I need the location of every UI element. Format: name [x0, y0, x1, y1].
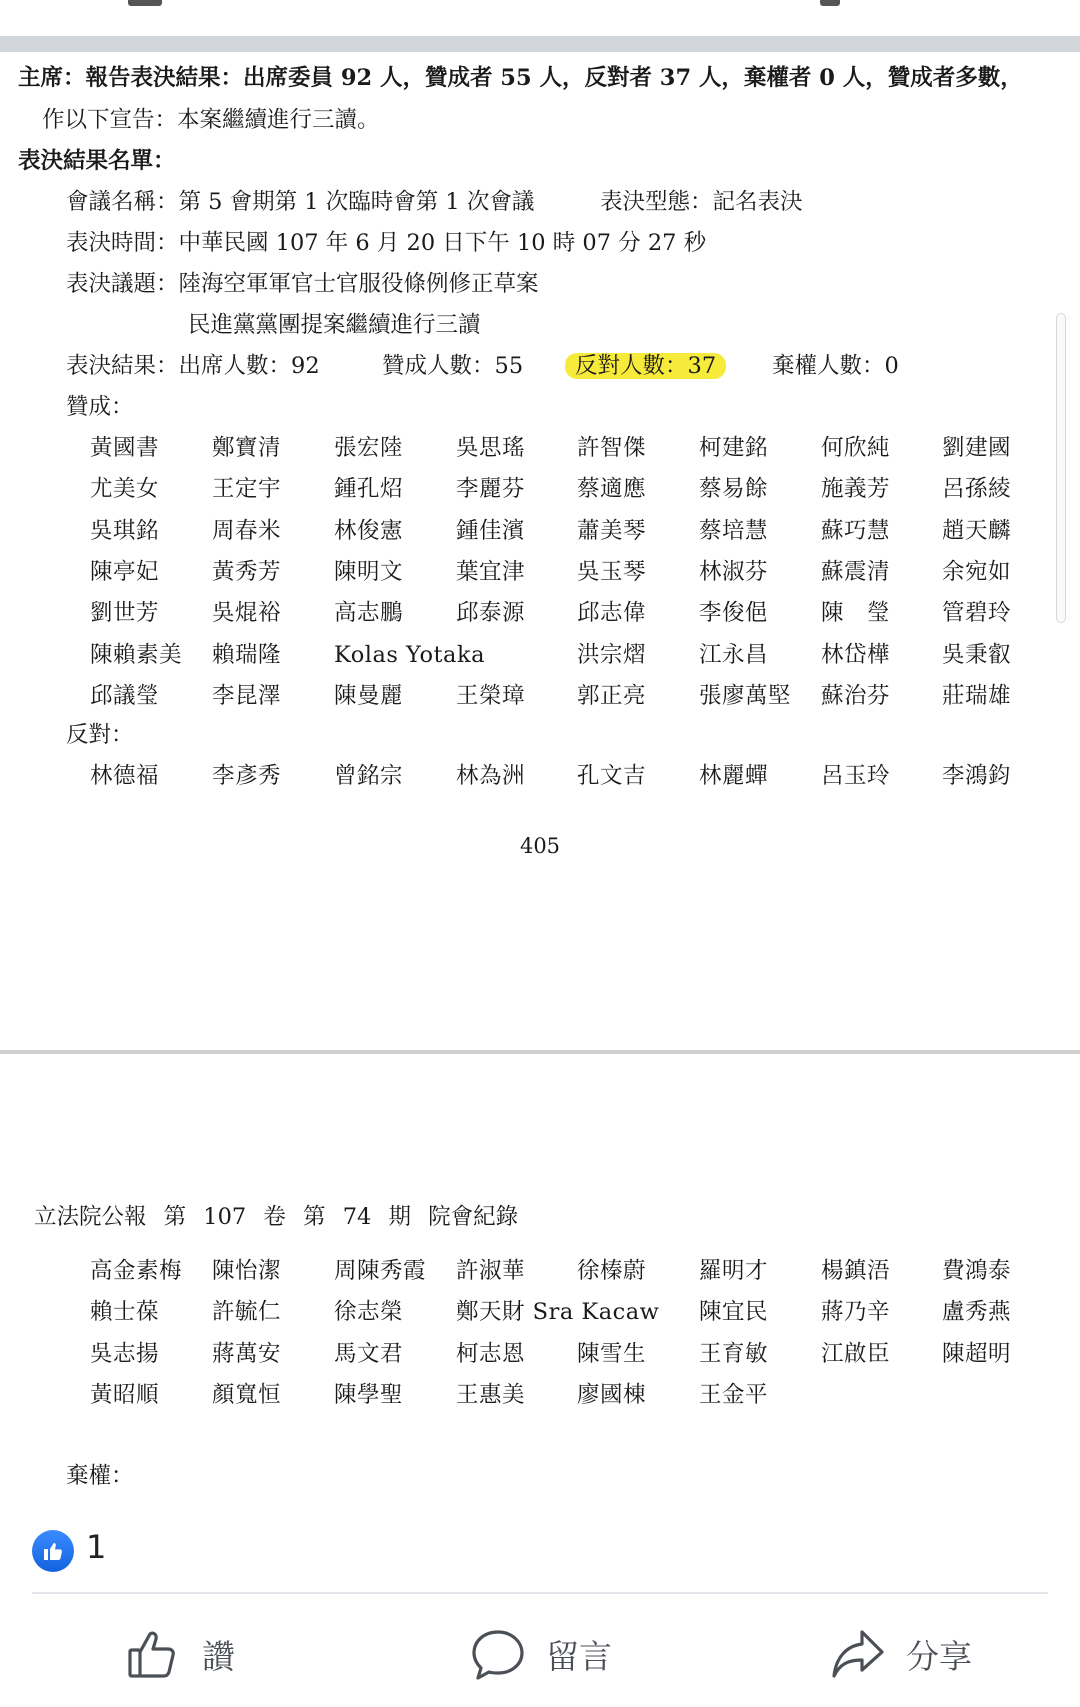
like-icon — [41, 1539, 65, 1563]
voter-name: 管碧玲 — [942, 600, 1012, 627]
voter-name: 蔡適應 — [577, 476, 647, 503]
like-count[interactable]: 1 — [86, 1528, 107, 1566]
voter-name: 蔣乃辛 — [821, 1299, 891, 1326]
voter-name: 林淑芬 — [699, 558, 769, 585]
voter-name: 洪宗熠 — [577, 641, 647, 668]
no-label: 反對： — [66, 722, 134, 748]
vote-topic-line2: 民進黨黨團提案繼續進行三讀 — [188, 312, 481, 338]
yes-count: 贊成人數：55 — [382, 353, 524, 379]
chair-announcement: 主席：報告表決結果：出席委員 92 人，贊成者 55 人，反對者 37 人，棄權者 0 人，贊成者多數， — [18, 65, 1023, 91]
voter-name: 李鴻鈞 — [942, 763, 1012, 789]
voter-name: 張廖萬堅 — [699, 682, 792, 709]
voter-name: 吳思瑤 — [456, 435, 526, 461]
voter-name: 江啟臣 — [821, 1340, 891, 1367]
thumbs-up-icon — [126, 1626, 182, 1682]
voter-name: 蕭美琴 — [577, 517, 647, 544]
voter-name: 林為洲 — [456, 763, 526, 789]
top-cropped-strip — [0, 0, 1080, 36]
voter-name: 邱議瑩 — [90, 682, 160, 709]
voter-name: 吳玉琴 — [577, 558, 647, 585]
voter-name: 楊鎮浯 — [821, 1258, 891, 1284]
voter-name: 陳超明 — [942, 1340, 1012, 1367]
voter-name: 吳琪銘 — [90, 517, 160, 544]
voter-name: 吳志揚 — [90, 1340, 160, 1367]
cropped-glyph — [128, 0, 162, 6]
voter-name: 蘇震清 — [821, 558, 891, 585]
result-list-title: 表決結果名單： — [18, 148, 176, 174]
voter-name: 陳雪生 — [577, 1340, 647, 1367]
yes-label: 贊成： — [66, 394, 134, 420]
voter-name: 高金素梅 — [90, 1258, 183, 1284]
no-count-highlighted — [575, 351, 726, 381]
voter-name: 蘇治芬 — [821, 682, 891, 709]
document-page-next — [0, 1054, 1080, 1504]
comment-icon — [470, 1626, 526, 1682]
voter-name: 趙天麟 — [942, 517, 1012, 544]
voter-name: 陳明文 — [334, 558, 404, 585]
voter-name: 莊瑞雄 — [942, 682, 1012, 709]
voter-name: 盧秀燕 — [942, 1299, 1012, 1326]
vote-time: 表決時間：中華民國 107 年 6 月 20 日下午 10 時 07 分 27 秒 — [66, 230, 707, 256]
voter-name: 許智傑 — [577, 435, 647, 461]
facebook-reaction-bar — [0, 1504, 1080, 1707]
voter-name: 馬文君 — [334, 1340, 404, 1367]
voter-name: 羅明才 — [699, 1258, 769, 1284]
page-number: 405 — [519, 834, 561, 858]
vote-type: 表決型態：記名表決 — [600, 189, 803, 215]
comment-label: 留言 — [546, 1636, 612, 1676]
voter-name: 蔡易餘 — [699, 476, 769, 503]
like-reaction-badge[interactable] — [32, 1530, 74, 1572]
voter-name: 蘇巧慧 — [821, 517, 891, 544]
voter-name: 邱泰源 — [456, 600, 526, 627]
voter-name: 陳曼麗 — [334, 682, 404, 709]
attendance-count: 表決結果：出席人數：92 — [66, 353, 320, 379]
voter-name: 李麗芬 — [456, 476, 526, 503]
voter-name: 廖國棟 — [577, 1381, 647, 1408]
voter-name: 周春米 — [212, 517, 282, 544]
voter-name: 孔文吉 — [577, 763, 647, 789]
voter-name: 張宏陸 — [334, 435, 404, 461]
highlight-marker: 反對人數：37 — [565, 353, 726, 379]
voter-name: 陳亭妃 — [90, 558, 160, 585]
meeting-name: 會議名稱：第 5 會期第 1 次臨時會第 1 次會議 — [66, 189, 535, 215]
voter-name: 余宛如 — [942, 558, 1012, 585]
post-divider — [0, 36, 1080, 52]
voter-name: 鄭天財 Sra Kacaw — [456, 1299, 660, 1326]
voter-name: 徐志榮 — [334, 1299, 404, 1326]
voter-name: 曾銘宗 — [334, 763, 404, 789]
share-label: 分享 — [906, 1636, 972, 1676]
like-label: 讚 — [202, 1636, 235, 1676]
voter-name: 許淑華 — [456, 1258, 526, 1284]
voter-name: 王定宇 — [212, 476, 282, 503]
voter-name: 蔣萬安 — [212, 1340, 282, 1367]
voter-name: 呂孫綾 — [942, 476, 1012, 503]
voter-name: 呂玉玲 — [821, 763, 891, 789]
voter-name: 王育敏 — [699, 1340, 769, 1367]
voter-name: 李昆澤 — [212, 682, 282, 709]
voter-name: 施義芳 — [821, 476, 891, 503]
voter-name: 鄭寶清 — [212, 435, 282, 461]
cropped-glyph — [820, 0, 840, 6]
voter-name: 何欣純 — [821, 435, 891, 461]
voter-name: 周陳秀霞 — [334, 1258, 427, 1284]
comment-button[interactable] — [470, 1622, 612, 1686]
share-icon — [830, 1626, 886, 1682]
voter-name: 柯志恩 — [456, 1340, 526, 1367]
voter-name: 費鴻泰 — [942, 1258, 1012, 1284]
voter-name: 顏寬恒 — [212, 1381, 282, 1408]
voter-name: 陳宜民 — [699, 1299, 769, 1326]
voter-name: 王金平 — [699, 1381, 769, 1408]
voter-name: 陳怡潔 — [212, 1258, 282, 1284]
share-button[interactable] — [830, 1622, 972, 1686]
chair-announcement-line2: 作以下宣告：本案繼續進行三讀。 — [42, 107, 380, 133]
vote-topic: 表決議題：陸海空軍軍官士官服役條例修正草案 — [66, 271, 539, 297]
voter-name: 王榮璋 — [456, 682, 526, 709]
abstain-label: 棄權： — [66, 1463, 134, 1489]
voter-name: 李俊俋 — [699, 600, 769, 627]
journal-header: 立法院公報 第 107 卷 第 74 期 院會紀錄 — [34, 1204, 519, 1230]
voter-name: 許毓仁 — [212, 1299, 282, 1326]
voter-name: 陳學聖 — [334, 1381, 404, 1408]
voter-name: 劉世芳 — [90, 600, 160, 627]
voter-name: 高志鵬 — [334, 600, 404, 627]
voter-name: 王惠美 — [456, 1381, 526, 1408]
document-page-405 — [0, 52, 1080, 1050]
voter-name: Kolas Yotaka — [334, 641, 486, 668]
scrollbar-thumb[interactable] — [1056, 313, 1066, 623]
voter-name: 邱志偉 — [577, 600, 647, 627]
voter-name: 江永昌 — [699, 641, 769, 668]
voter-name: 劉建國 — [942, 435, 1012, 461]
voter-name: 林岱樺 — [821, 641, 891, 668]
voter-name: 葉宜津 — [456, 558, 526, 585]
abstain-count: 棄權人數：0 — [772, 353, 899, 379]
voter-name: 陳賴素美 — [90, 641, 183, 668]
voter-name: 吳焜裕 — [212, 600, 282, 627]
voter-name: 林俊憲 — [334, 517, 404, 544]
voter-name: 林麗蟬 — [699, 763, 769, 789]
voter-name: 林德福 — [90, 763, 160, 789]
voter-name: 蔡培慧 — [699, 517, 769, 544]
voter-name: 尤美女 — [90, 476, 160, 503]
voter-name: 徐榛蔚 — [577, 1258, 647, 1284]
voter-name: 賴瑞隆 — [212, 641, 282, 668]
voter-name: 柯建銘 — [699, 435, 769, 461]
voter-name: 鍾孔炤 — [334, 476, 404, 503]
action-divider — [32, 1592, 1048, 1594]
voter-name: 李彥秀 — [212, 763, 282, 789]
voter-name: 賴士葆 — [90, 1299, 160, 1326]
voter-name: 鍾佳濱 — [456, 517, 526, 544]
like-button[interactable] — [126, 1622, 235, 1686]
voter-name: 陳 瑩 — [821, 600, 891, 627]
voter-name: 吳秉叡 — [942, 641, 1012, 668]
voter-name: 黃昭順 — [90, 1381, 160, 1408]
voter-name: 郭正亮 — [577, 682, 647, 709]
voter-name: 黃國書 — [90, 435, 160, 461]
voter-name: 黃秀芳 — [212, 558, 282, 585]
